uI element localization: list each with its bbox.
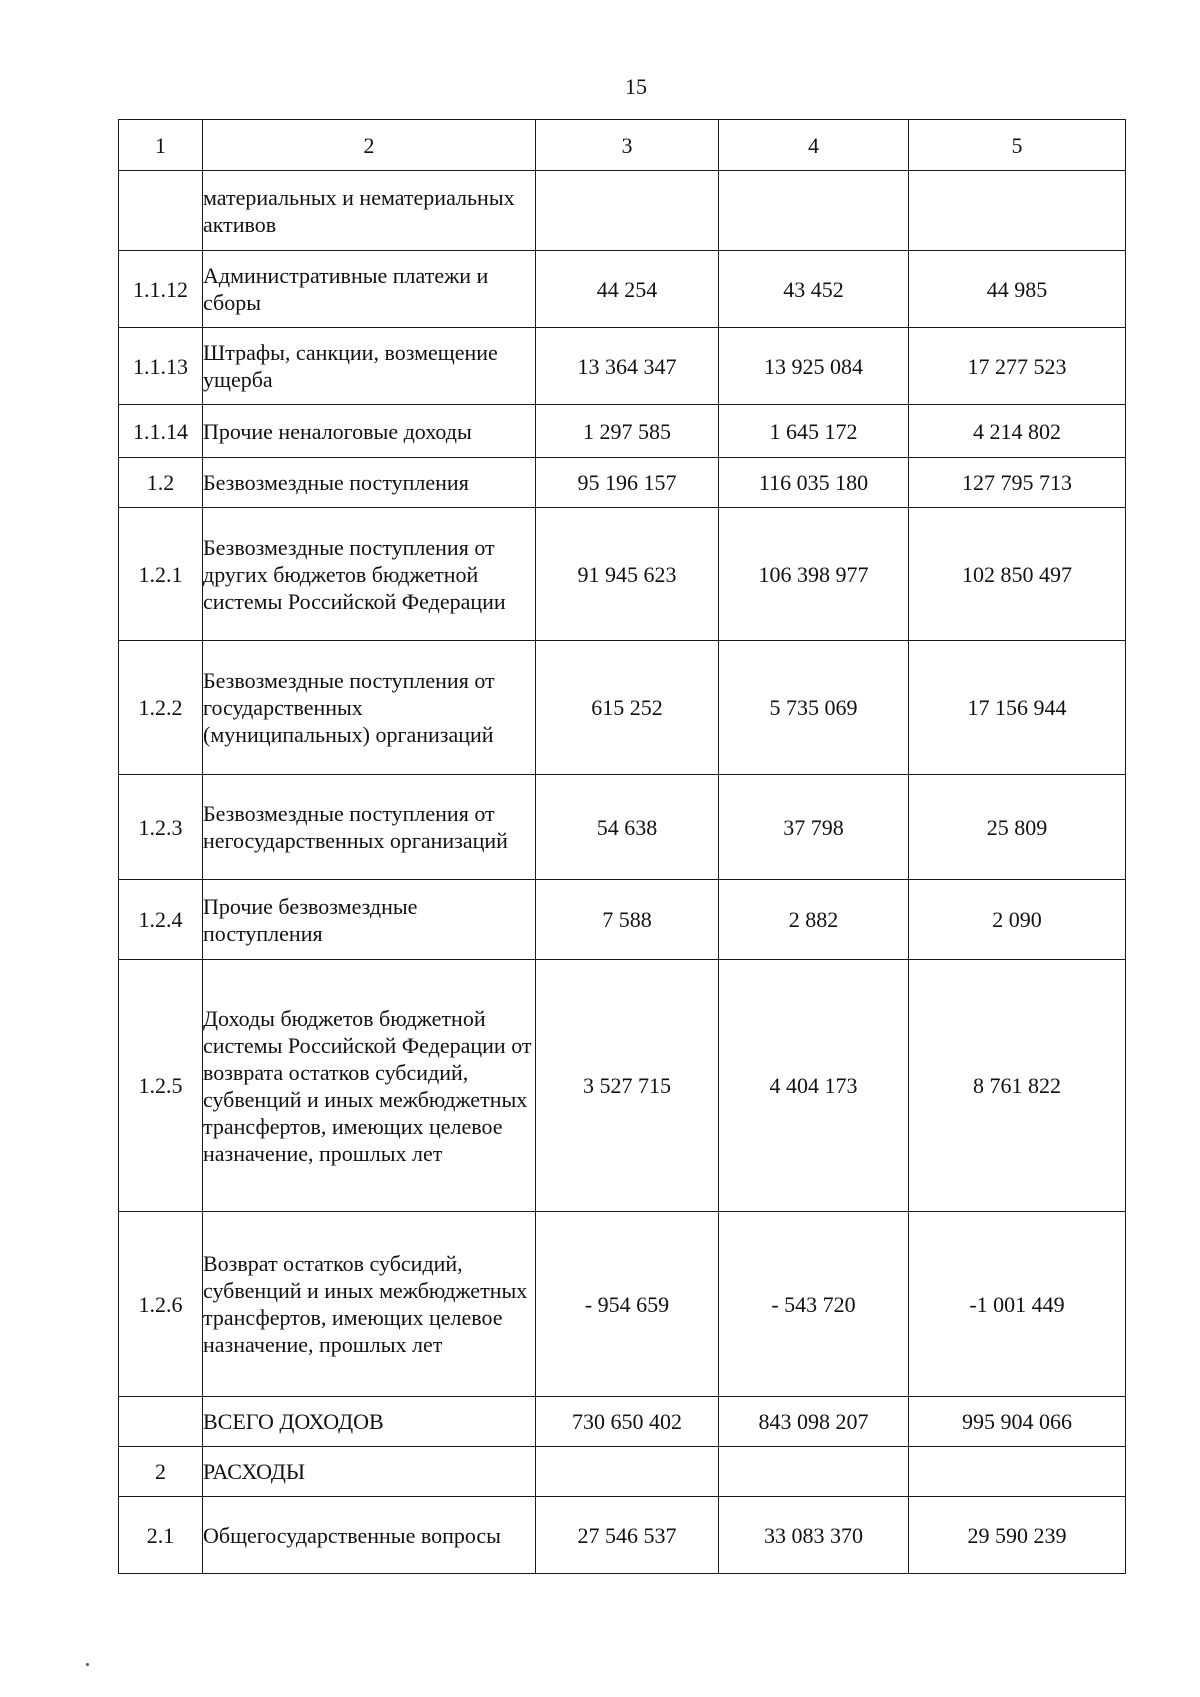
row-value-col4: 843 098 207	[719, 1397, 909, 1447]
row-value-col4: 116 035 180	[719, 458, 909, 508]
row-value-col5	[909, 1447, 1126, 1497]
table-row	[119, 171, 1126, 251]
table-row	[119, 1447, 1126, 1497]
column-header: 2	[203, 120, 536, 171]
row-code: 1.2.2	[119, 641, 203, 775]
row-value-col3: 730 650 402	[536, 1397, 719, 1447]
row-value-col4: 33 083 370	[719, 1497, 909, 1574]
row-code: 1.2.1	[119, 508, 203, 641]
row-value-col5: 102 850 497	[909, 508, 1126, 641]
row-code: 2.1	[119, 1497, 203, 1574]
row-value-col4: 4 404 173	[719, 960, 909, 1212]
table-row	[119, 775, 1126, 880]
row-value-col3: 3 527 715	[536, 960, 719, 1212]
table-row	[119, 1212, 1126, 1397]
row-code: 2	[119, 1447, 203, 1497]
row-name: Штрафы, санкции, возмещение ущерба	[203, 328, 536, 405]
row-code: 1.1.12	[119, 251, 203, 328]
table-header-row	[119, 120, 1126, 171]
row-name: Возврат остатков субсидий, субвенций и иных межбюджетных трансфертов, имеющих целевое назначение, прошлых лет	[203, 1212, 536, 1397]
row-value-col4: - 543 720	[719, 1212, 909, 1397]
row-value-col3: 7 588	[536, 880, 719, 960]
row-code	[119, 1397, 203, 1447]
table-row	[119, 880, 1126, 960]
row-value-col4: 13 925 084	[719, 328, 909, 405]
row-name: Безвозмездные поступления от государственных (муниципальных) организаций	[203, 641, 536, 775]
row-value-col5: 127 795 713	[909, 458, 1126, 508]
column-header: 5	[909, 120, 1126, 171]
row-value-col5: 29 590 239	[909, 1497, 1126, 1574]
row-code: 1.2.4	[119, 880, 203, 960]
row-code: 1.2.6	[119, 1212, 203, 1397]
row-code: 1.2.3	[119, 775, 203, 880]
row-code: 1.1.13	[119, 328, 203, 405]
row-code: 1.1.14	[119, 405, 203, 458]
table-row	[119, 508, 1126, 641]
table-row	[119, 960, 1126, 1212]
row-value-col5	[909, 171, 1126, 251]
row-value-col4: 37 798	[719, 775, 909, 880]
row-value-col3: 13 364 347	[536, 328, 719, 405]
row-name: Общегосударственные вопросы	[203, 1497, 536, 1574]
row-value-col3	[536, 171, 719, 251]
row-name: Безвозмездные поступления	[203, 458, 536, 508]
row-name: РАСХОДЫ	[203, 1447, 536, 1497]
column-header: 1	[119, 120, 203, 171]
table-row	[119, 641, 1126, 775]
row-name: материальных и нематериальных активов	[203, 171, 536, 251]
scan-speck	[86, 1663, 89, 1666]
row-value-col4: 2 882	[719, 880, 909, 960]
row-value-col3: 615 252	[536, 641, 719, 775]
row-value-col4	[719, 1447, 909, 1497]
row-value-col4: 5 735 069	[719, 641, 909, 775]
column-header: 4	[719, 120, 909, 171]
row-name: Безвозмездные поступления от негосударственных организаций	[203, 775, 536, 880]
table-row	[119, 251, 1126, 328]
row-value-col5: 995 904 066	[909, 1397, 1126, 1447]
row-value-col3: 1 297 585	[536, 405, 719, 458]
row-value-col3: 54 638	[536, 775, 719, 880]
row-code	[119, 171, 203, 251]
row-name: Доходы бюджетов бюджетной системы Российской Федерации от возврата остатков субсидий, субвенций и иных межбюджетных трансфертов, имеющих целевое назначение, прошлых лет	[203, 960, 536, 1212]
row-name: Прочие безвозмездные поступления	[203, 880, 536, 960]
row-value-col5: 2 090	[909, 880, 1126, 960]
table-row	[119, 405, 1126, 458]
row-value-col3: 27 546 537	[536, 1497, 719, 1574]
table-row	[119, 1497, 1126, 1574]
budget-table	[118, 119, 1126, 1574]
page-number: 15	[625, 74, 647, 99]
row-name: Безвозмездные поступления от других бюджетов бюджетной системы Российской Федерации	[203, 508, 536, 641]
row-value-col5: 17 277 523	[909, 328, 1126, 405]
row-value-col3: 95 196 157	[536, 458, 719, 508]
table-row	[119, 328, 1126, 405]
row-value-col4	[719, 171, 909, 251]
row-value-col4: 1 645 172	[719, 405, 909, 458]
row-value-col3	[536, 1447, 719, 1497]
row-value-col4: 106 398 977	[719, 508, 909, 641]
row-name: ВСЕГО ДОХОДОВ	[203, 1397, 536, 1447]
row-value-col5: 17 156 944	[909, 641, 1126, 775]
row-value-col5: 44 985	[909, 251, 1126, 328]
row-value-col3: 91 945 623	[536, 508, 719, 641]
row-value-col3: 44 254	[536, 251, 719, 328]
row-value-col5: 4 214 802	[909, 405, 1126, 458]
table-row	[119, 458, 1126, 508]
row-name: Административные платежи и сборы	[203, 251, 536, 328]
row-value-col4: 43 452	[719, 251, 909, 328]
row-code: 1.2	[119, 458, 203, 508]
table-row	[119, 1397, 1126, 1447]
row-value-col5: 8 761 822	[909, 960, 1126, 1212]
row-name: Прочие неналоговые доходы	[203, 405, 536, 458]
column-header: 3	[536, 120, 719, 171]
row-value-col5: -1 001 449	[909, 1212, 1126, 1397]
row-code: 1.2.5	[119, 960, 203, 1212]
row-value-col5: 25 809	[909, 775, 1126, 880]
row-value-col3: - 954 659	[536, 1212, 719, 1397]
